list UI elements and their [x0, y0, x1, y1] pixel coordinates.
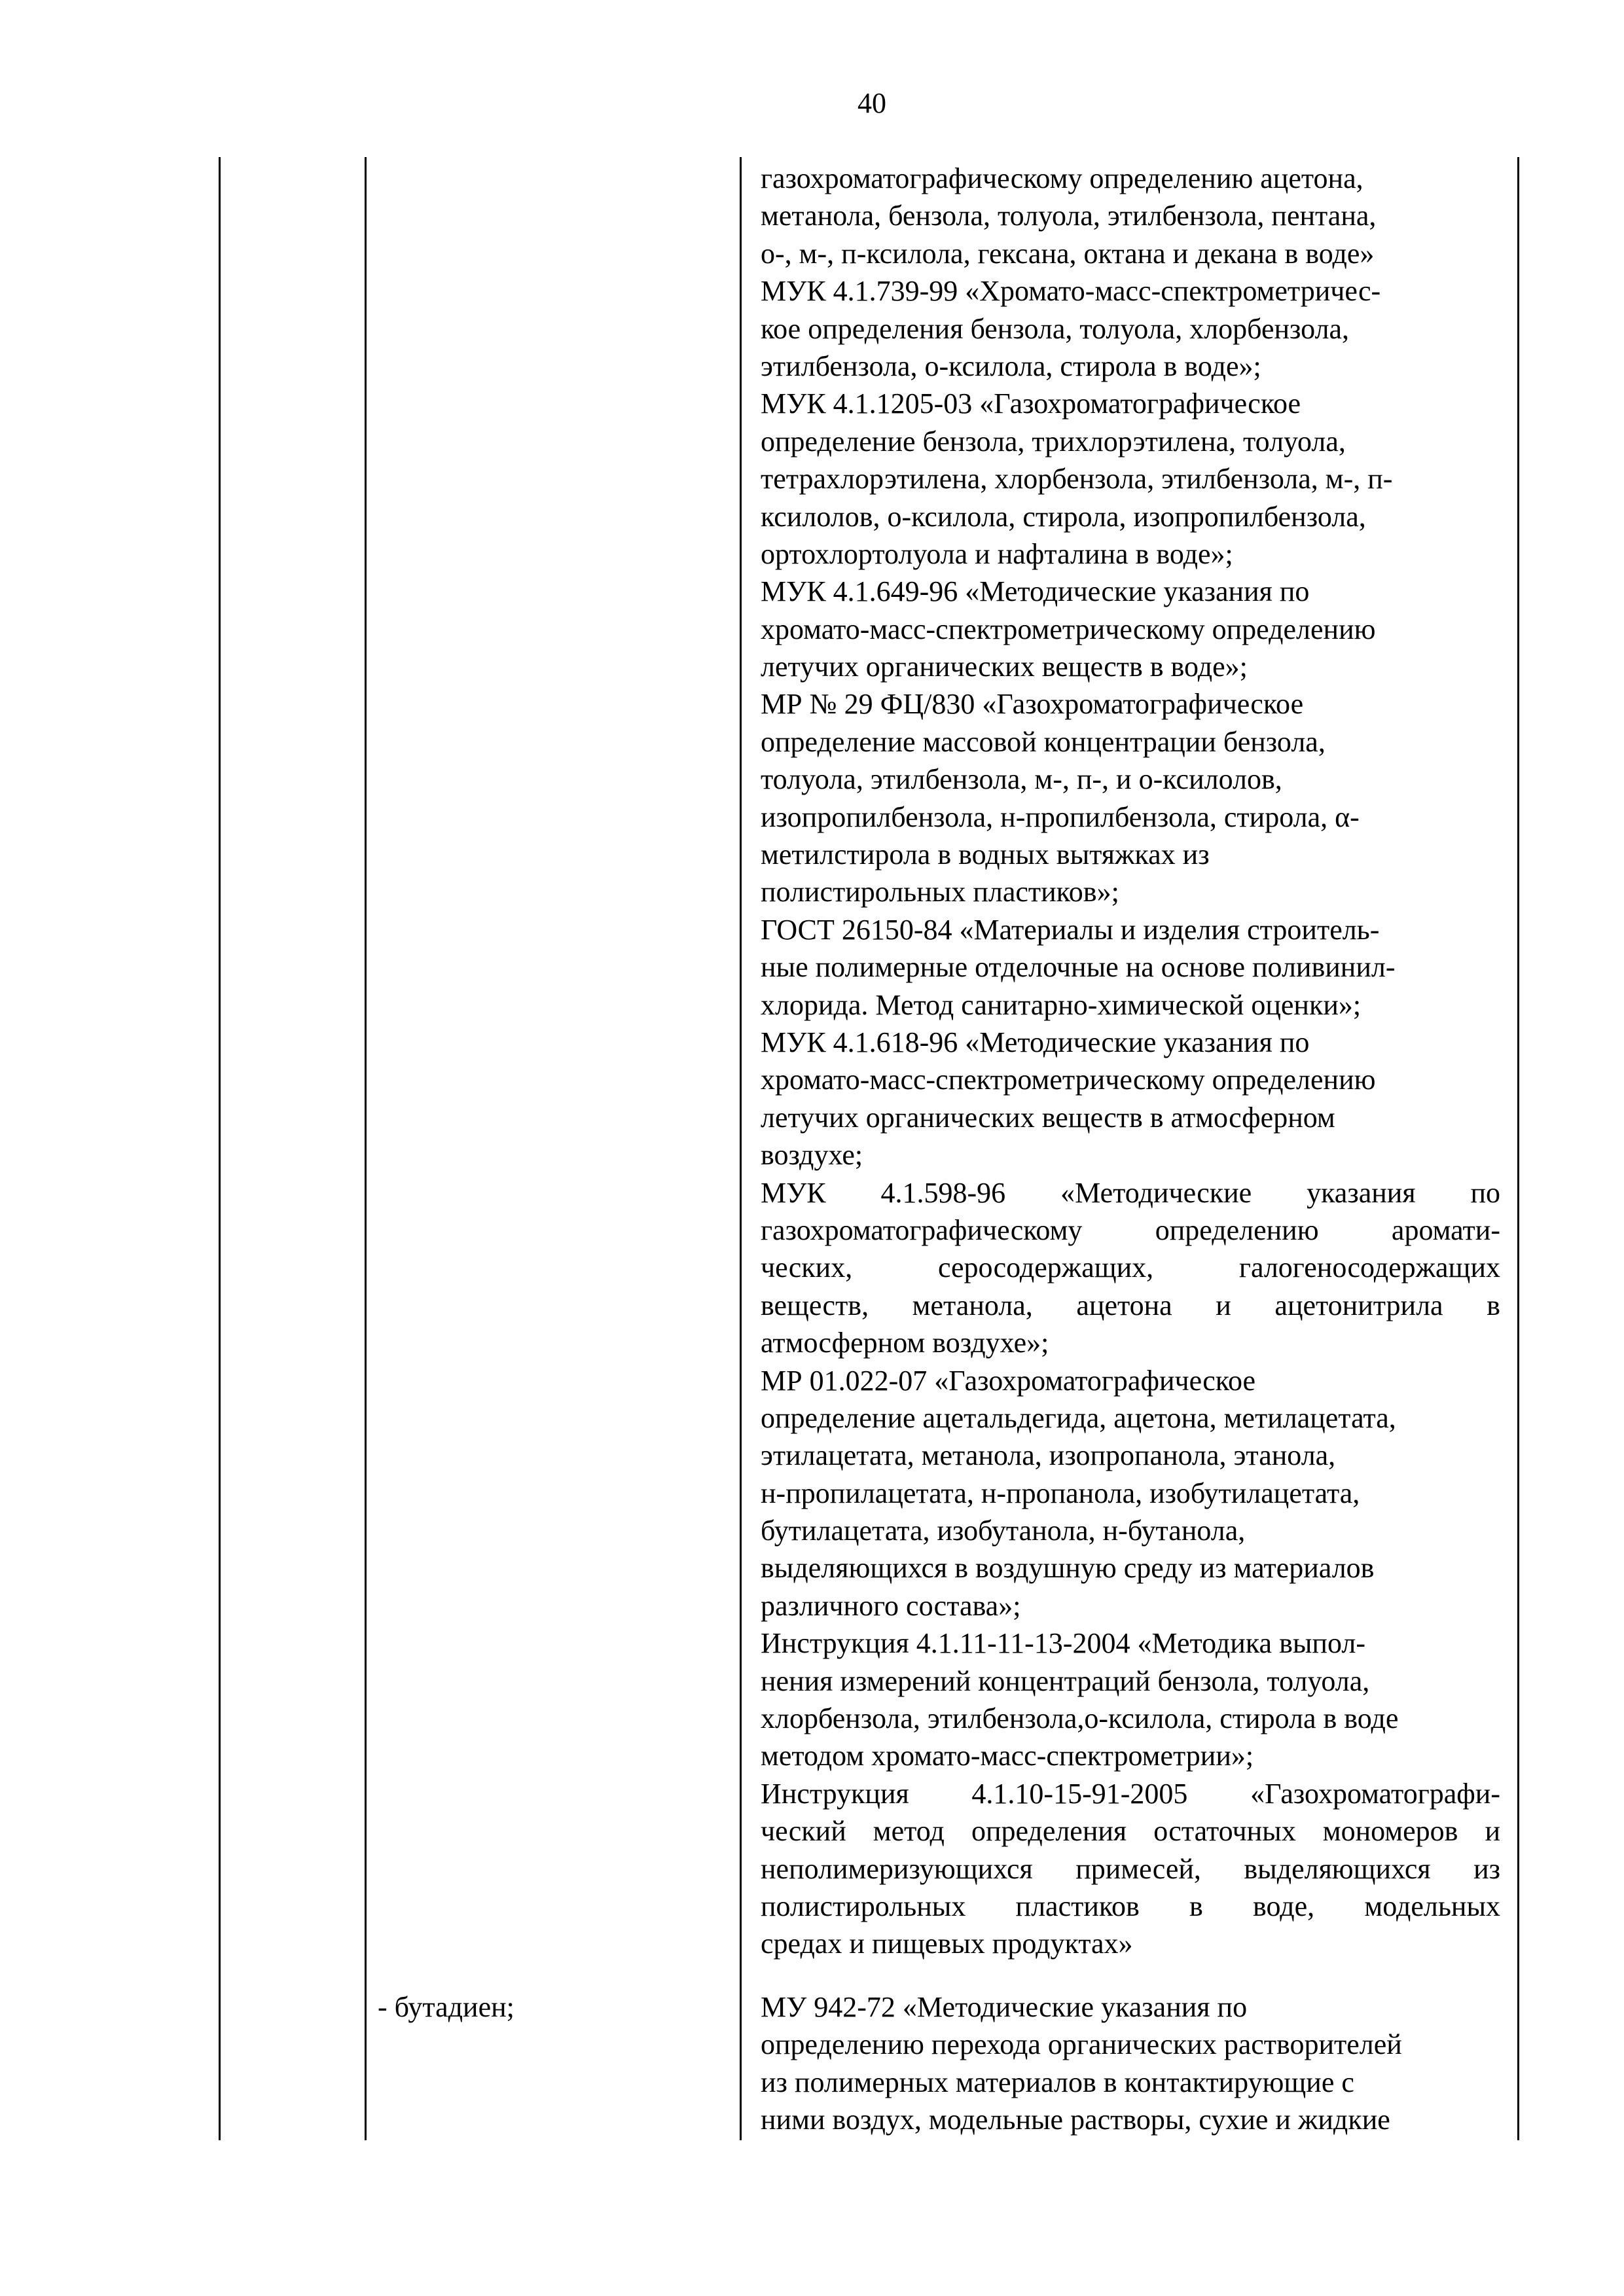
- word: в: [1487, 1289, 1500, 1321]
- word: газохроматографическому: [761, 1213, 1083, 1246]
- text-line: МУ 942-72 «Методические указания по: [761, 1991, 1248, 2023]
- word: Инструкция: [761, 1777, 909, 1810]
- methods-block-1: [761, 160, 1500, 1174]
- table-border-right: [1517, 157, 1519, 2140]
- text-line: н-пропилацетата, н-пропанола, изобутилацетата,: [761, 1477, 1360, 1509]
- text-line: ные полимерные отделочные на основе поливинил-: [761, 951, 1396, 984]
- text-line: хлорида. Метод санитарно-химической оценки»;: [761, 988, 1362, 1021]
- text-line: МУК 4.1.618-96 «Методические указания по: [761, 1026, 1310, 1058]
- word: галогеносодержащих: [1238, 1251, 1500, 1284]
- word: ацетона: [1076, 1289, 1172, 1321]
- text-line: ГОСТ 26150-84 «Материалы и изделия строитель-: [761, 913, 1380, 946]
- text-line: толуола, этилбензола, м-, п-, и о-ксилолов,: [761, 763, 1282, 796]
- word: из: [1473, 1852, 1500, 1885]
- text-line: воздухе;: [761, 1139, 863, 1172]
- justified-text-line: [761, 1775, 1500, 1812]
- methods-block-5: [761, 1925, 1500, 1962]
- text-line: хромато-масс-спектрометрическому определению: [761, 1064, 1376, 1096]
- text-line: хлорбензола, этилбензола,о-ксилола, стирола в воде: [761, 1702, 1399, 1735]
- text-line: определению перехода органических растворителей: [761, 2028, 1402, 2061]
- text-line: МР № 29 ФЦ/830 «Газохроматографическое: [761, 688, 1304, 721]
- text-line: кое определения бензола, толуола, хлорбензола,: [761, 312, 1350, 345]
- methods-cell: [761, 160, 1500, 1963]
- text-line: нения измерений концентраций бензола, толуола,: [761, 1664, 1370, 1697]
- justified-text-line: [761, 1287, 1500, 1324]
- justified-text-line: [761, 1211, 1500, 1249]
- methods-block-4: [761, 1775, 1500, 1926]
- word: модельных: [1364, 1890, 1500, 1922]
- text-line: ксилолов, о-ксилола, стирола, изопропилбензола,: [761, 500, 1366, 533]
- text-line: этилбензола, о-ксилола, стирола в воде»;: [761, 350, 1261, 382]
- text-line: МР 01.022-07 «Газохроматографическое: [761, 1364, 1256, 1397]
- word: ацетонитрила: [1274, 1289, 1443, 1321]
- text-line: методом хромато-масс-спектрометрии»;: [761, 1740, 1254, 1772]
- word: и: [1485, 1815, 1500, 1848]
- word: неполимеризующихся: [761, 1852, 1033, 1885]
- text-line: летучих органических веществ в атмосферном: [761, 1101, 1335, 1134]
- text-line: бутилацетата, изобутанола, н-бутанола,: [761, 1515, 1246, 1547]
- word: веществ,: [761, 1289, 869, 1321]
- text-line: МУК 4.1.739-99 «Хромато-масс-спектрометричес-: [761, 275, 1381, 308]
- word: 4.1.10-15-91-2005: [971, 1777, 1188, 1810]
- text-line: ними воздух, модельные растворы, сухие и жидкие: [761, 2104, 1390, 2136]
- text-line: тетрахлорэтилена, хлорбензола, этилбензола, м-, п-: [761, 463, 1393, 495]
- word: примесей,: [1075, 1852, 1201, 1885]
- text-line: этилацетата, метанола, изопропанола, этанола,: [761, 1439, 1336, 1472]
- methods-block-6: [761, 1988, 1402, 2139]
- text-line: МУК 4.1.1205-03 «Газохроматографическое: [761, 387, 1301, 420]
- text-line: средах и пищевых продуктах»: [761, 1928, 1133, 1960]
- text-line: хромато-масс-спектрометрическому определению: [761, 613, 1376, 645]
- methods-block-3: [761, 1324, 1500, 1775]
- justified-text-line: [761, 1850, 1500, 1888]
- text-line: ортохлортолуола и нафталина в воде»;: [761, 537, 1233, 570]
- word: указания: [1307, 1176, 1416, 1209]
- word: «Газохроматографи-: [1250, 1777, 1500, 1810]
- text-line: определение массовой концентрации бензола,: [761, 725, 1326, 758]
- word: «Методические: [1060, 1176, 1252, 1209]
- word: аромати-: [1391, 1213, 1500, 1246]
- text-line: метанола, бензола, толуола, этилбензола, пентана,: [761, 200, 1377, 232]
- text-line: полистирольных пластиков»;: [761, 876, 1119, 908]
- text-line: газохроматографическому определению ацетона,: [761, 162, 1363, 194]
- text-line: выделяющихся в воздушную среду из материалов: [761, 1552, 1375, 1585]
- word: мономеров: [1322, 1815, 1458, 1848]
- justified-text-line: [761, 1249, 1500, 1286]
- text-line: различного состава»;: [761, 1589, 1021, 1622]
- word: ческих,: [761, 1251, 853, 1284]
- page-number: 40: [857, 87, 886, 119]
- text-line: летучих органических веществ в воде»;: [761, 651, 1248, 683]
- justified-text-line: [761, 1888, 1500, 1925]
- word: метод: [873, 1815, 945, 1848]
- word: метанола,: [912, 1289, 1033, 1321]
- table-border-left: [219, 157, 221, 2140]
- methods-block-2: [761, 1174, 1500, 1325]
- word: в: [1189, 1890, 1203, 1922]
- word: пластиков: [1015, 1890, 1140, 1922]
- word: и: [1216, 1289, 1231, 1321]
- text-line: определение ацетальдегида, ацетона, метилацетата,: [761, 1401, 1396, 1434]
- word: остаточных: [1153, 1815, 1296, 1848]
- word: ческий: [761, 1815, 846, 1848]
- word: определения: [971, 1815, 1127, 1848]
- justified-text-line: [761, 1174, 1500, 1211]
- text-line: МУК 4.1.649-96 «Методические указания по: [761, 575, 1310, 608]
- methods-cell-butadiene: [761, 1988, 1402, 2139]
- word: воде,: [1253, 1890, 1315, 1922]
- word: полистирольных: [761, 1890, 966, 1922]
- word: МУК: [761, 1176, 826, 1209]
- text-line: Инструкция 4.1.11-11-13-2004 «Методика выпол-: [761, 1627, 1365, 1660]
- text-line: из полимерных материалов в контактирующие с: [761, 2066, 1354, 2098]
- word: по: [1470, 1176, 1500, 1209]
- word: 4.1.598-96: [880, 1176, 1006, 1209]
- table-column-divider-1: [365, 157, 367, 2140]
- text-line: атмосферном воздухе»;: [761, 1327, 1049, 1359]
- table-column-divider-2: [740, 157, 742, 2140]
- text-line: метилстирола в водных вытяжках из: [761, 838, 1210, 871]
- text-line: о-, м-, п-ксилола, гексана, октана и декана в воде»: [761, 237, 1375, 270]
- text-line: изопропилбензола, н-пропилбензола, стирола, α-: [761, 800, 1360, 833]
- word: определению: [1155, 1213, 1319, 1246]
- word: выделяющихся: [1244, 1852, 1431, 1885]
- substance-label: - бутадиен;: [378, 1991, 514, 2023]
- text-line: определение бензола, трихлорэтилена, толуола,: [761, 425, 1346, 457]
- word: серосодержащих,: [937, 1251, 1154, 1284]
- justified-text-line: [761, 1812, 1500, 1850]
